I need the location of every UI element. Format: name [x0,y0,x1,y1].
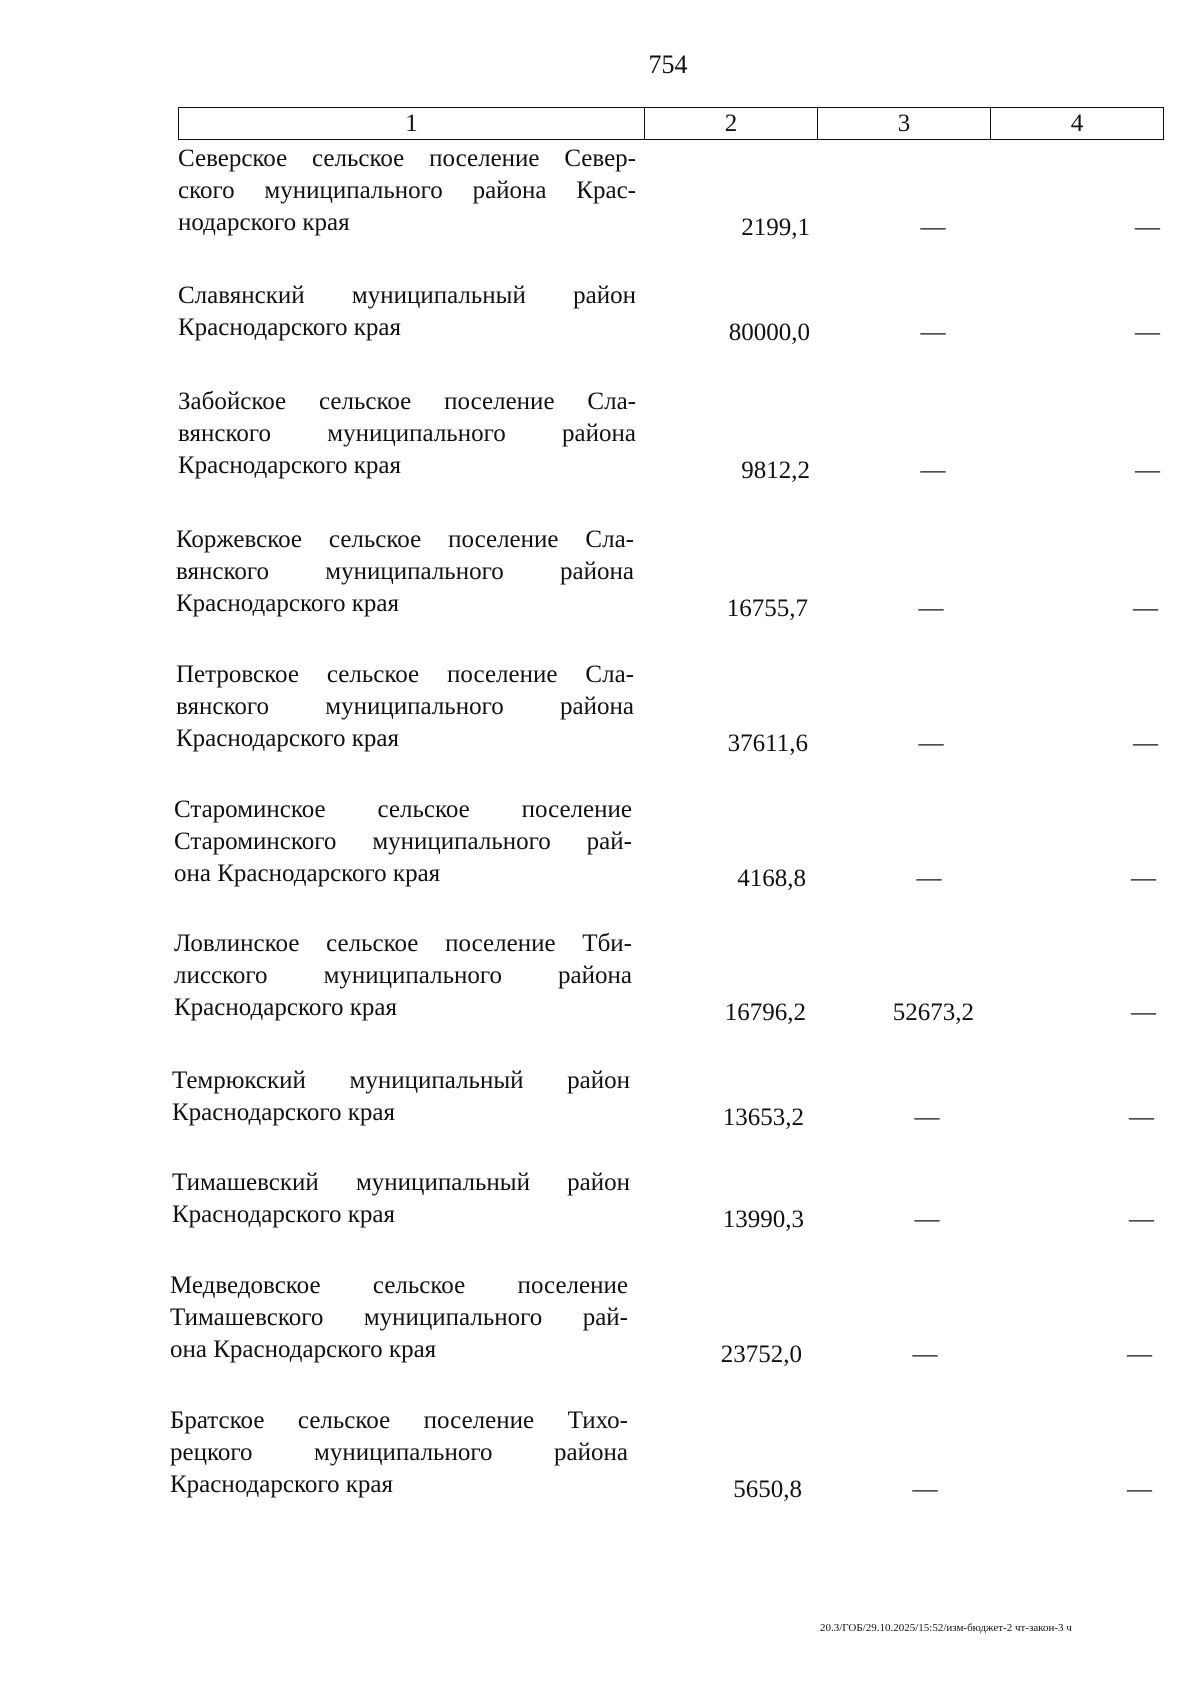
row-name-line: вянского муниципального района [176,558,634,585]
header-col-1: 1 [179,108,645,140]
value-col-2: 13990,3 [722,1206,804,1233]
row-name-line: Краснодарского края [178,452,401,479]
row-name-line: вянского муниципального района [176,693,634,720]
value-col-4: — [1133,730,1158,757]
header-col-4: 4 [991,108,1164,140]
value-col-2: 2199,1 [741,214,810,241]
row-name-line: ского муниципального района Крас- [178,177,636,204]
row-name [178,143,636,239]
value-col-3: — [920,319,946,346]
value-col-3: — [914,1104,940,1131]
row-name-line: Петровское сельское поселение Сла- [176,661,634,688]
value-col-2: 4168,8 [737,865,806,892]
row-name-line: Краснодарского края [176,590,399,617]
value-col-4: — [1133,595,1158,622]
row-name-line: Староминское сельское поселение [174,796,632,823]
value-col-4: — [1129,1206,1154,1233]
row-name-line: Краснодарского края [172,1099,395,1126]
row-name [174,928,632,1024]
row-name-line: Краснодарского края [176,725,399,752]
row-name-line: вянского муниципального района [178,420,636,447]
row-name-line: Краснодарского края [172,1201,395,1228]
value-col-2: 13653,2 [722,1104,804,1131]
row-name-line: нодарского края [178,209,350,236]
row-name-line: Краснодарского края [174,994,397,1021]
row-name-line: Медведовское сельское поселение [170,1272,628,1299]
value-col-2: 9812,2 [741,457,810,484]
page-number: 754 [648,50,688,79]
value-col-4: — [1129,1104,1154,1131]
value-col-3: 52673,2 [892,999,974,1026]
row-name-line: Тимашевского муниципального рай- [170,1304,628,1331]
value-col-4: — [1127,1341,1152,1368]
row-name [174,794,632,890]
row-name [170,1405,628,1501]
row-name-line: она Краснодарского края [170,1336,437,1363]
header-col-3: 3 [818,108,991,140]
row-name-line: Тимашевский муниципальный район [172,1169,630,1196]
row-name [176,524,634,620]
row-name-line: Коржевское сельское поселение Сла- [176,526,634,553]
row-name-line: Славянский муниципальный район [178,282,636,309]
value-col-2: 5650,8 [733,1476,802,1503]
row-name-line: рецкого муниципального района [170,1439,628,1466]
value-col-2: 16796,2 [724,999,806,1026]
value-col-2: 80000,0 [728,319,810,346]
row-name-line: лисского муниципального района [174,962,632,989]
value-col-4: — [1127,1476,1152,1503]
value-col-3: — [920,214,946,241]
value-col-3: — [912,1476,938,1503]
row-name [176,659,634,755]
row-name-line: Краснодарского края [170,1471,393,1498]
document-footer: 20.3/ГОБ/29.10.2025/15:52/изм-бюджет-2 чт-закон-3 ч [820,1622,1072,1634]
value-col-2: 37611,6 [727,730,808,757]
value-col-2: 16755,7 [726,595,808,622]
value-col-4: — [1135,319,1160,346]
value-col-3: — [916,865,942,892]
row-name-line: Северское сельское поселение Север- [178,145,636,172]
value-col-4: — [1135,457,1160,484]
row-name-line: Староминского муниципального рай- [174,828,632,855]
row-name-line: Забойское сельское поселение Сла- [178,388,636,415]
row-name [178,280,636,344]
value-col-3: — [920,457,946,484]
row-name-line: Темрюкский муниципальный район [172,1067,630,1094]
row-name [172,1167,630,1231]
header-col-2: 2 [645,108,818,140]
column-header-table [178,107,1164,140]
row-name-line: Ловлинское сельское поселение Тби- [174,930,632,957]
value-col-4: — [1135,214,1160,241]
value-col-3: — [912,1341,938,1368]
value-col-4: — [1131,865,1156,892]
row-name [178,386,636,482]
value-col-4: — [1131,999,1156,1026]
value-col-2: 23752,0 [720,1341,802,1368]
row-name-line: она Краснодарского края [174,860,441,887]
value-col-3: — [914,1206,940,1233]
row-name-line: Братское сельское поселение Тихо- [170,1407,628,1434]
value-col-3: — [918,595,944,622]
value-col-3: — [918,730,944,757]
row-name [172,1065,630,1129]
row-name-line: Краснодарского края [178,314,401,341]
row-name [170,1270,628,1366]
